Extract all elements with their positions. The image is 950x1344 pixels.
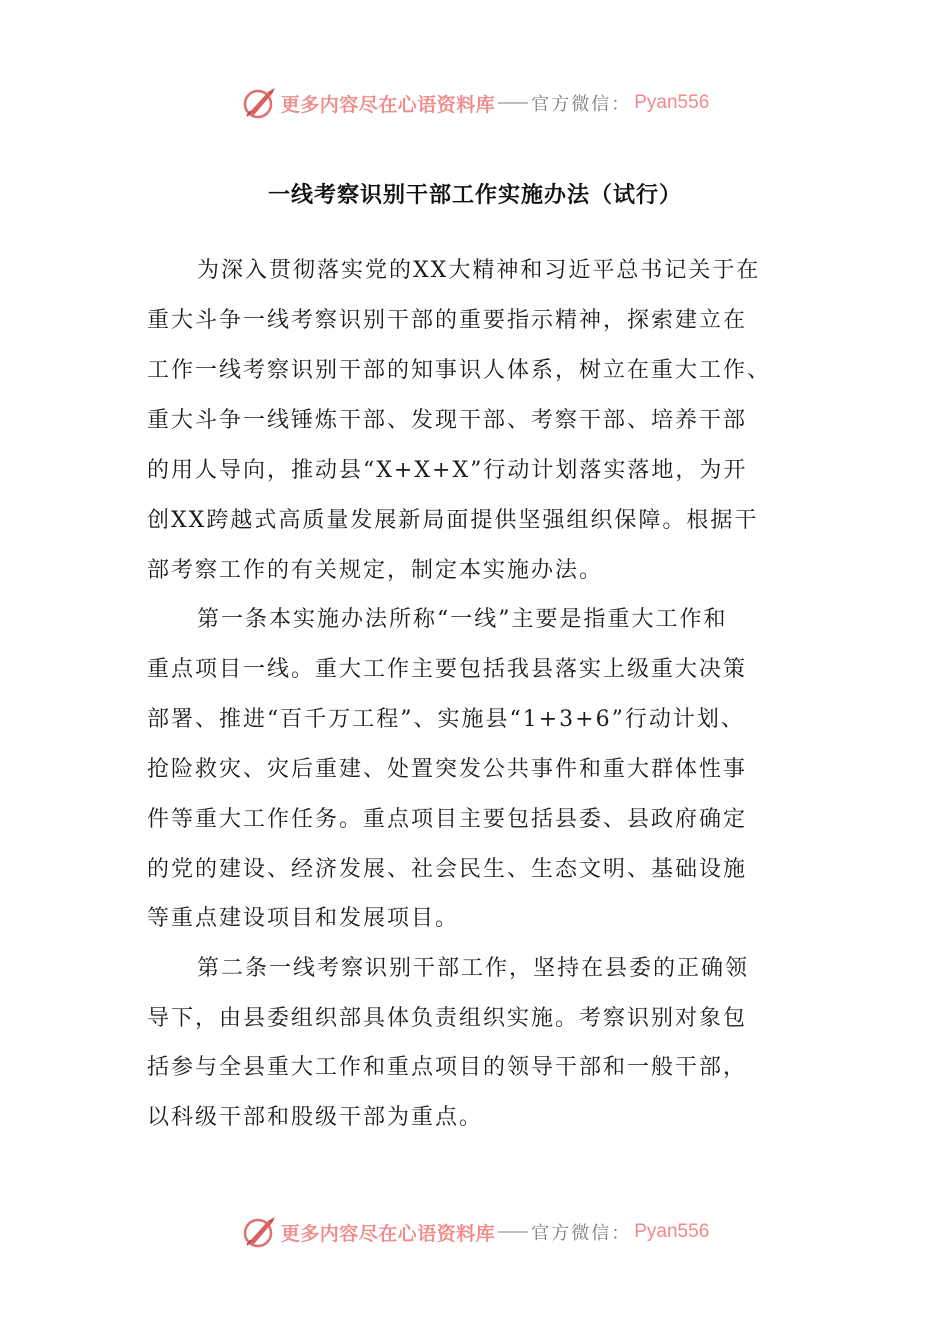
watermark-dash bbox=[498, 1231, 528, 1233]
watermark-wechat-id: Pyan556 bbox=[634, 92, 710, 113]
article-1-line: 部署、推进“百千万工程”、实施县“1+3+6”行动计划、 bbox=[147, 707, 745, 732]
paragraph-line: 工作一线考察识别干部的知事识人体系，树立在重大工作、 bbox=[147, 358, 772, 383]
article-2-line: 括参与全县重大工作和重点项目的领导干部和一般干部， bbox=[147, 1055, 748, 1080]
paragraph-line: 重大斗争一线锤炼干部、发现干部、考察干部、培养干部 bbox=[147, 408, 748, 433]
article-1-line: 的党的建设、经济发展、社会民生、生态文明、基础设施 bbox=[147, 857, 748, 882]
watermark-brand-text: 更多内容尽在心语资料库 bbox=[280, 1222, 496, 1245]
watermark-wechat-id: Pyan556 bbox=[634, 1221, 710, 1242]
article-1-line: 等重点建设项目和发展项目。 bbox=[147, 906, 460, 931]
watermark-official-label: 官方微信： bbox=[531, 1223, 632, 1244]
watermark-dash bbox=[498, 102, 528, 104]
article-2-line: 以科级干部和股级干部为重点。 bbox=[147, 1105, 484, 1130]
quill-pen-logo-icon bbox=[241, 1214, 277, 1250]
watermark-brand-text: 更多内容尽在心语资料库 bbox=[280, 93, 496, 116]
paragraph-line: 的用人导向，推动县“X+X+X”行动计划落实落地，为开 bbox=[147, 458, 748, 483]
article-1-line: 件等重大工作任务。重点项目主要包括县委、县政府确定 bbox=[147, 807, 748, 832]
header-watermark bbox=[0, 83, 950, 123]
paragraph-line: 为深入贯彻落实党的XX大精神和习近平总书记关于在 bbox=[197, 258, 761, 283]
paragraph-line: 重大斗争一线考察识别干部的重要指示精神，探索建立在 bbox=[147, 308, 748, 333]
article-1-line: 抢险救灾、灾后重建、处置突发公共事件和重大群体性事 bbox=[147, 757, 748, 782]
watermark-official-label: 官方微信： bbox=[531, 94, 632, 115]
article-1-line: 重点项目一线。重大工作主要包括我县落实上级重大决策 bbox=[147, 657, 748, 682]
article-2-line: 导下，由县委组织部具体负责组织实施。考察识别对象包 bbox=[147, 1006, 748, 1031]
article-2-line: 第二条一线考察识别干部工作，坚持在县委的正确领 bbox=[197, 956, 750, 981]
quill-pen-logo-icon bbox=[241, 85, 277, 121]
document-title: 一线考察识别干部工作实施办法（试行） bbox=[267, 182, 682, 208]
footer-watermark bbox=[0, 1212, 950, 1252]
paragraph-line: 部考察工作的有关规定，制定本实施办法。 bbox=[147, 558, 604, 583]
article-1-line: 第一条本实施办法所称“一线”主要是指重大工作和 bbox=[197, 607, 728, 632]
paragraph-line: 创XX跨越式高质量发展新局面提供坚强组织保障。根据干 bbox=[147, 508, 759, 533]
